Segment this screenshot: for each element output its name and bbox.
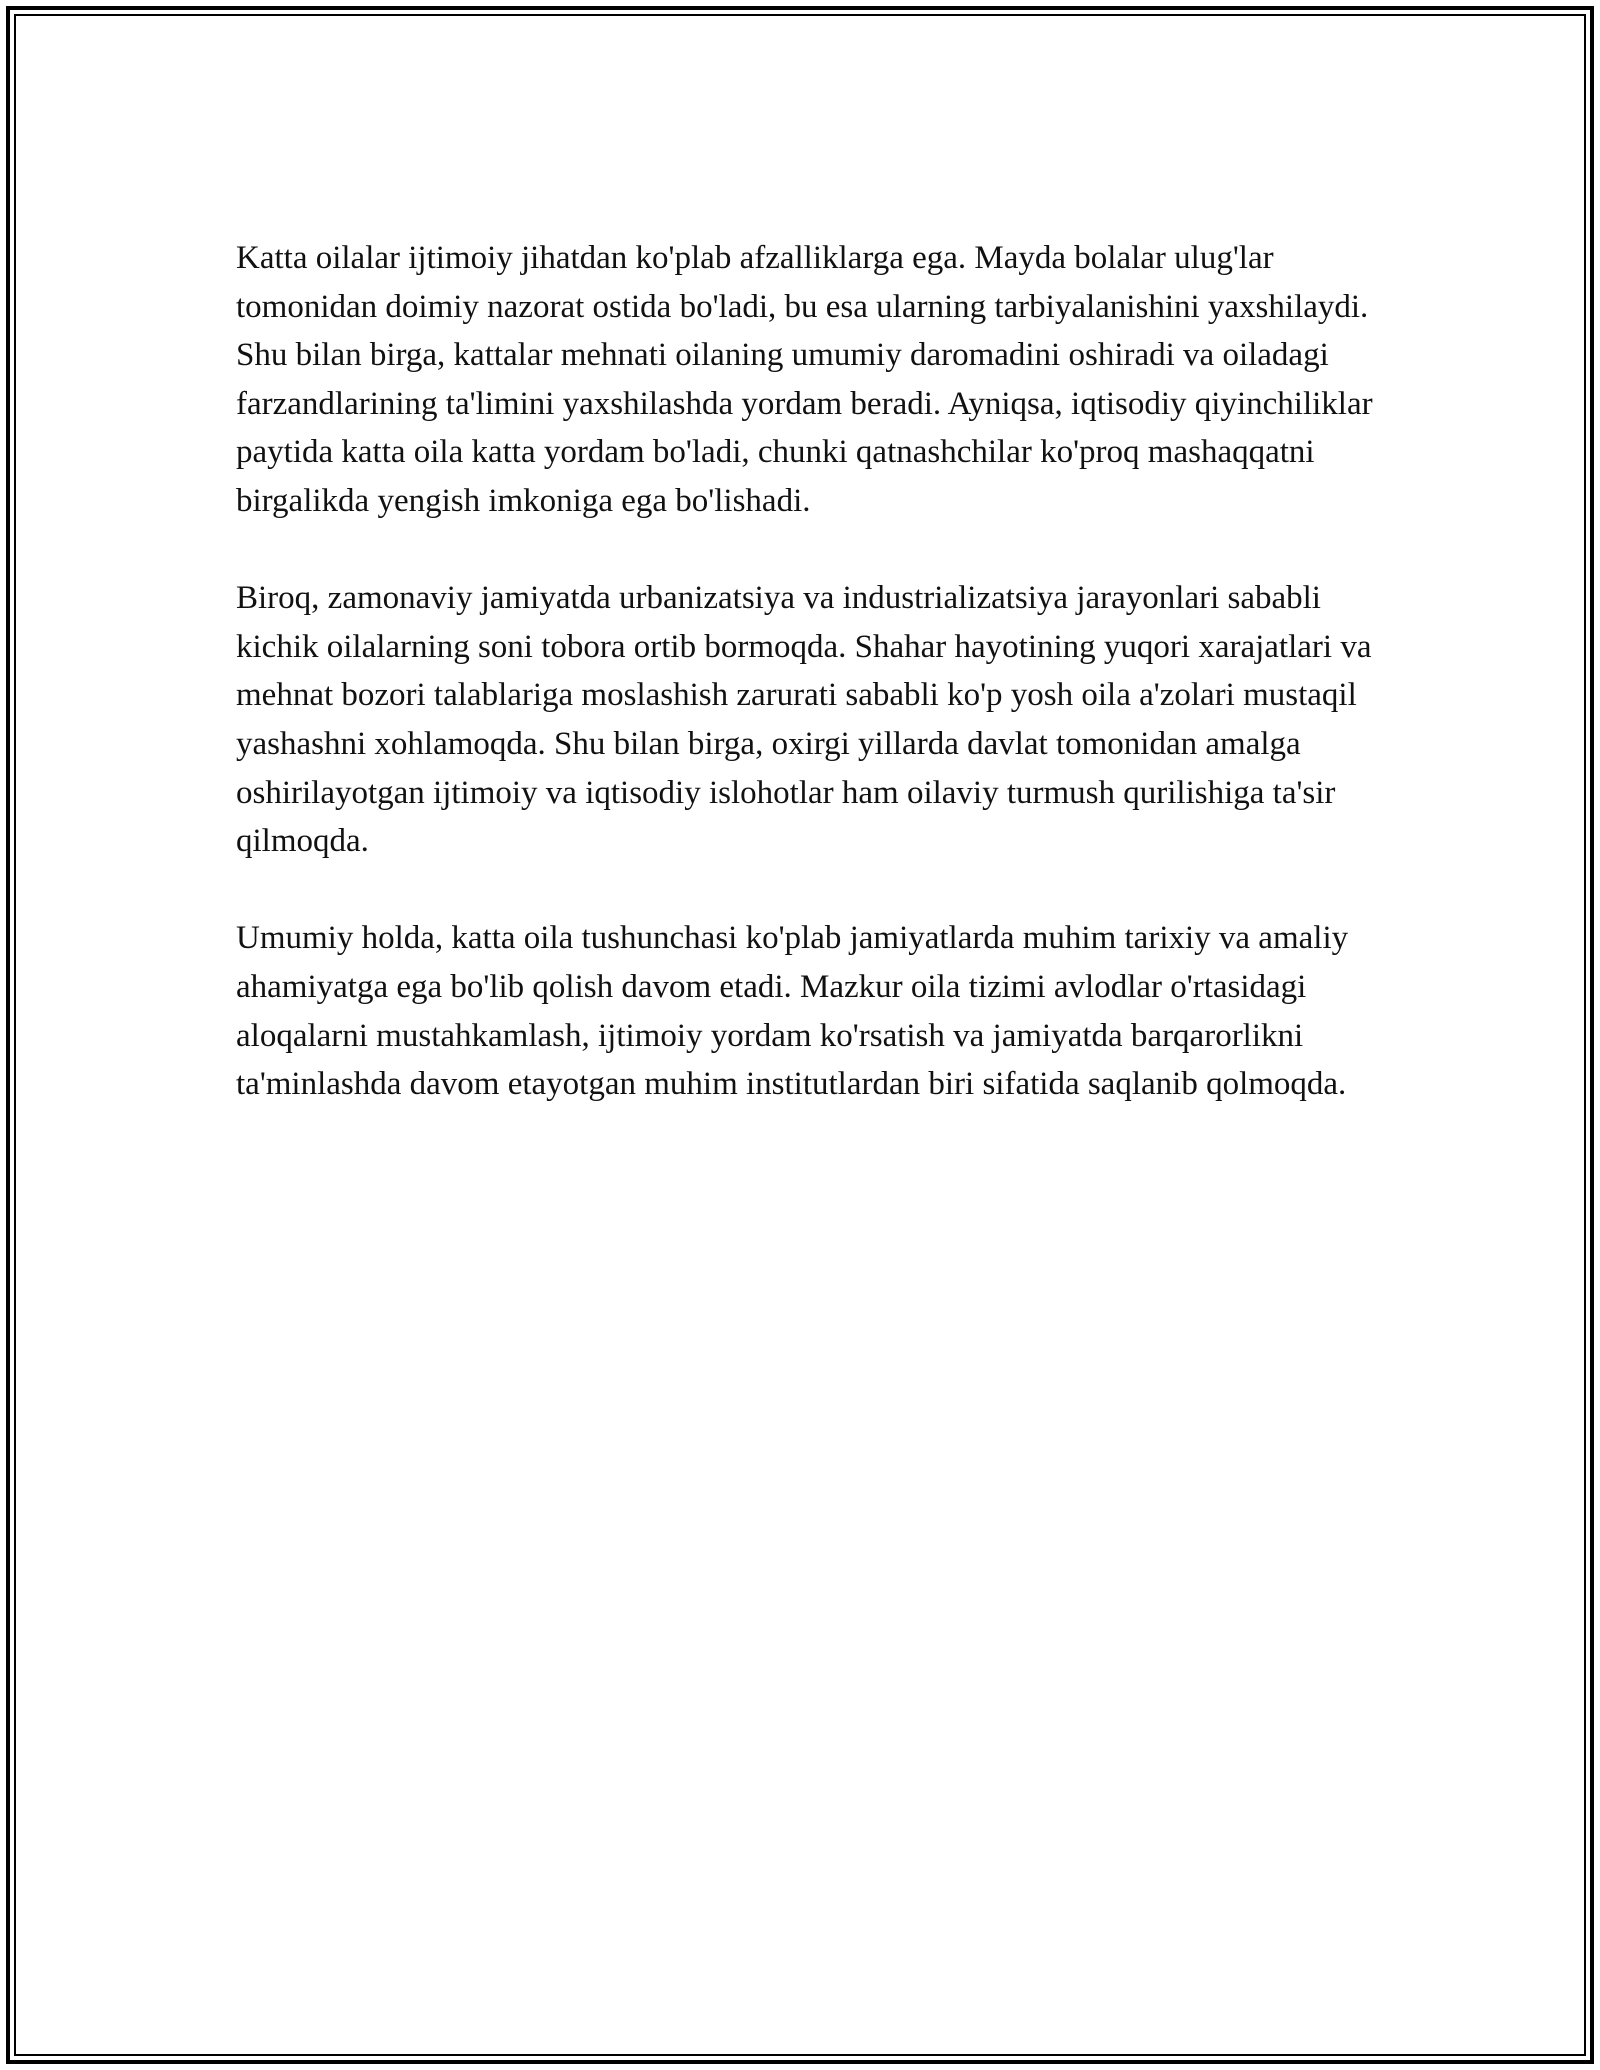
paragraph-2: Biroq, zamonaviy jamiyatda urbanizatsiya va industrializatsiya jarayonlari sababli kichik oilalarning soni tobora ortib bormoqda. Shahar hayotining yuqori xarajatlari va mehnat bozori talablariga moslashish zarurati sababli ko'p yosh oila a'zolari mustaqil yashashni xohlamoqda. Shu bilan birga, oxirgi yillarda davlat tomonidan amalga oshirilayotgan ijtimoiy va iqtisodiy islohotlar ham oilaviy turmush qurilishiga ta'sir qilmoqda. <box>236 580 1372 860</box>
paragraph-1: Katta oilalar ijtimoiy jihatdan ko'plab afzalliklarga ega. Mayda bolalar ulug'lar tomonidan doimiy nazorat ostida bo'ladi, bu esa ularning tarbiyalanishini yaxshilaydi. Shu bilan birga, kattalar mehnati oilaning umumiy daromadini oshiradi va oiladagi farzandlarining ta'limini yaxshilashda yordam beradi. Ayniqsa, iqtisodiy qiyinchiliklar paytida katta oila katta yordam bo'ladi, chunki qatnashchilar ko'proq mashaqqatni birgalikda yengish imkoniga ega bo'lishadi. <box>236 240 1373 519</box>
document-body <box>236 234 1376 1109</box>
paragraph-3: Umumiy holda, katta oila tushunchasi ko'plab jamiyatlarda muhim tarixiy va amaliy ahamiyatga ega bo'lib qolish davom etadi. Mazkur oila tizimi avlodlar o'rtasidagi aloqalarni mustahkamlash, ijtimoiy yordam ko'rsatish va jamiyatda barqarorlikni ta'minlashda davom etayotgan muhim institutlardan biri sifatida saqlanib qolmoqda. <box>236 920 1349 1103</box>
